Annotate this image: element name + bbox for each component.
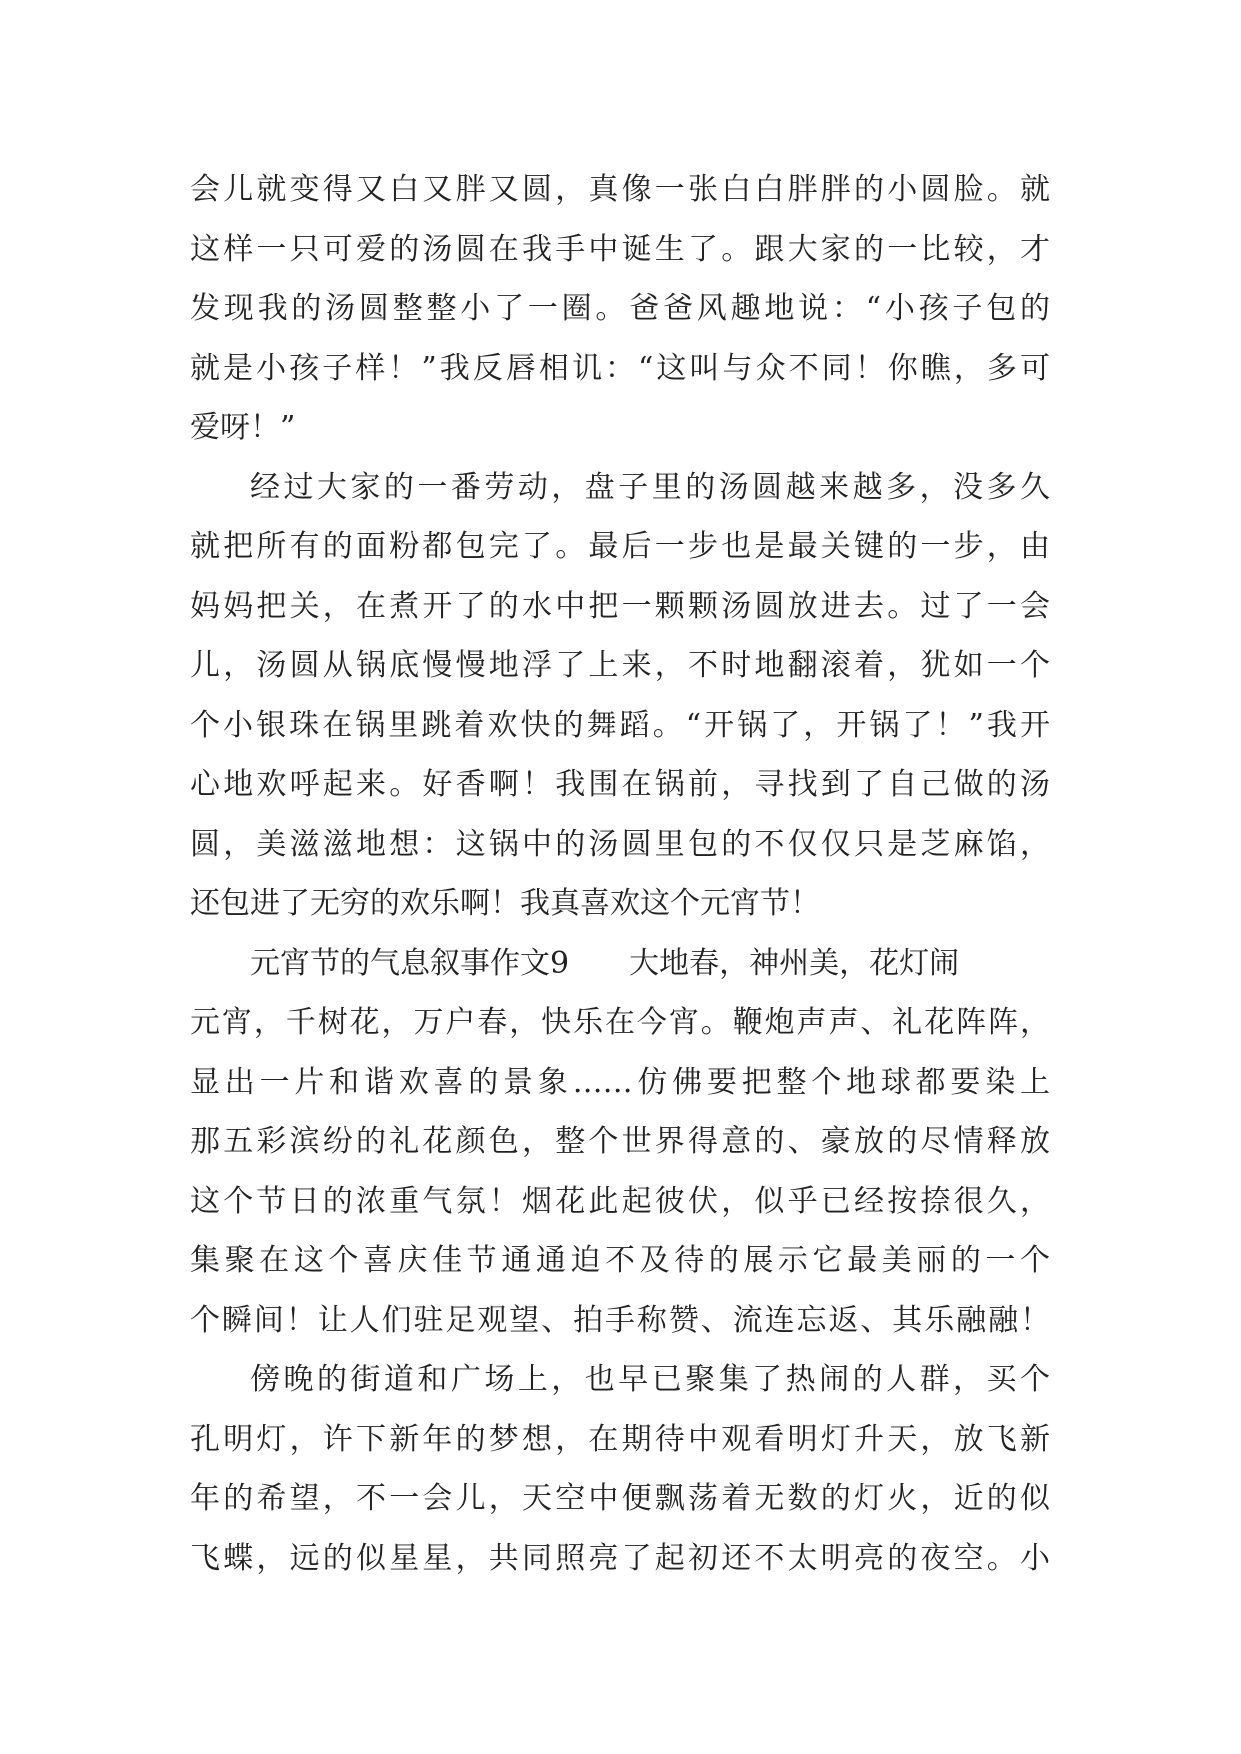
text-line: 经过大家的一番劳动，盘子里的汤圆越来越多，没多久	[250, 469, 1050, 505]
text-line: 那五彩滨纷的礼花颜色，整个世界得意的、豪放的尽情释放	[190, 1124, 1050, 1159]
paragraph-2	[190, 458, 1050, 934]
text-line: 就是小孩子样！”我反唇相讥：“这叫与众不同！你瞧，多可	[190, 350, 1050, 386]
essay-heading: 元宵节的气息叙事作文9	[250, 945, 570, 981]
text-line: 孔明灯，许下新年的梦想，在期待中观看明灯升天，放飞新	[190, 1421, 1050, 1457]
text-line: 爱呀！”	[190, 410, 296, 445]
text-line: 妈妈把关，在煮开了的水中把一颗颗汤圆放进去。过了一会	[190, 588, 1050, 624]
text-line: 还包进了无穷的欢乐啊！我真喜欢这个元宵节！	[190, 886, 820, 921]
text-line: 个瞬间！让人们驻足观望、拍手称赞、流连忘返、其乐融融！	[190, 1302, 1050, 1338]
text-line: 这个节日的浓重气氛！烟花此起彼伏，似乎已经按捺很久，	[190, 1183, 1050, 1219]
text-line: 这样一只可爱的汤圆在我手中诞生了。跟大家的一比较，才	[190, 231, 1050, 267]
text-line: 儿，汤圆从锅底慢慢地浮了上来，不时地翻滚着，犹如一个	[190, 648, 1050, 683]
text-line: 就把所有的面粉都包完了。最后一步也是最关键的一步，由	[190, 529, 1050, 564]
text-line: 显出一片和谐欢喜的景象……仿佛要把整个地球都要染上	[190, 1064, 1050, 1100]
paragraph-4	[190, 1350, 1050, 1588]
text-line: 傍晚的街道和广场上，也早已聚集了热闹的人群，买个	[250, 1362, 1050, 1397]
paragraph-1	[190, 160, 1050, 458]
text-line: 个小银珠在锅里跳着欢快的舞蹈。“开锅了，开锅了！”我开	[190, 707, 1050, 743]
text-line: 会儿就变得又白又胖又圆，真像一张白白胖胖的小圆脸。就	[190, 172, 1050, 207]
heading-line	[190, 934, 1050, 994]
text-line: 元宵，千树花，万户春，快乐在今宵。鞭炮声声、礼花阵阵，	[190, 1005, 1050, 1040]
text-line: 圆，美滋滋地想：这锅中的汤圆里包的不仅仅只是芝麻馅，	[190, 826, 1050, 862]
text-line: 年的希望，不一会儿，天空中便飘荡着无数的灯火，近的似	[190, 1481, 1050, 1516]
text-line: 发现我的汤圆整整小了一圈。爸爸风趣地说：“小孩子包的	[190, 291, 1050, 326]
text-line-start: 大地春，神州美，花灯闹	[629, 945, 960, 981]
text-line: 心地欢呼起来。好香啊！我围在锅前，寻找到了自己做的汤	[190, 767, 1050, 802]
text-line: 飞蝶，远的似星星，共同照亮了起初还不太明亮的夜空。小	[190, 1540, 1050, 1576]
essay-body	[190, 160, 1050, 1588]
paragraph-3	[190, 934, 1050, 1351]
text-line: 集聚在这个喜庆佳节通通迫不及待的展示它最美丽的一个	[190, 1243, 1050, 1278]
